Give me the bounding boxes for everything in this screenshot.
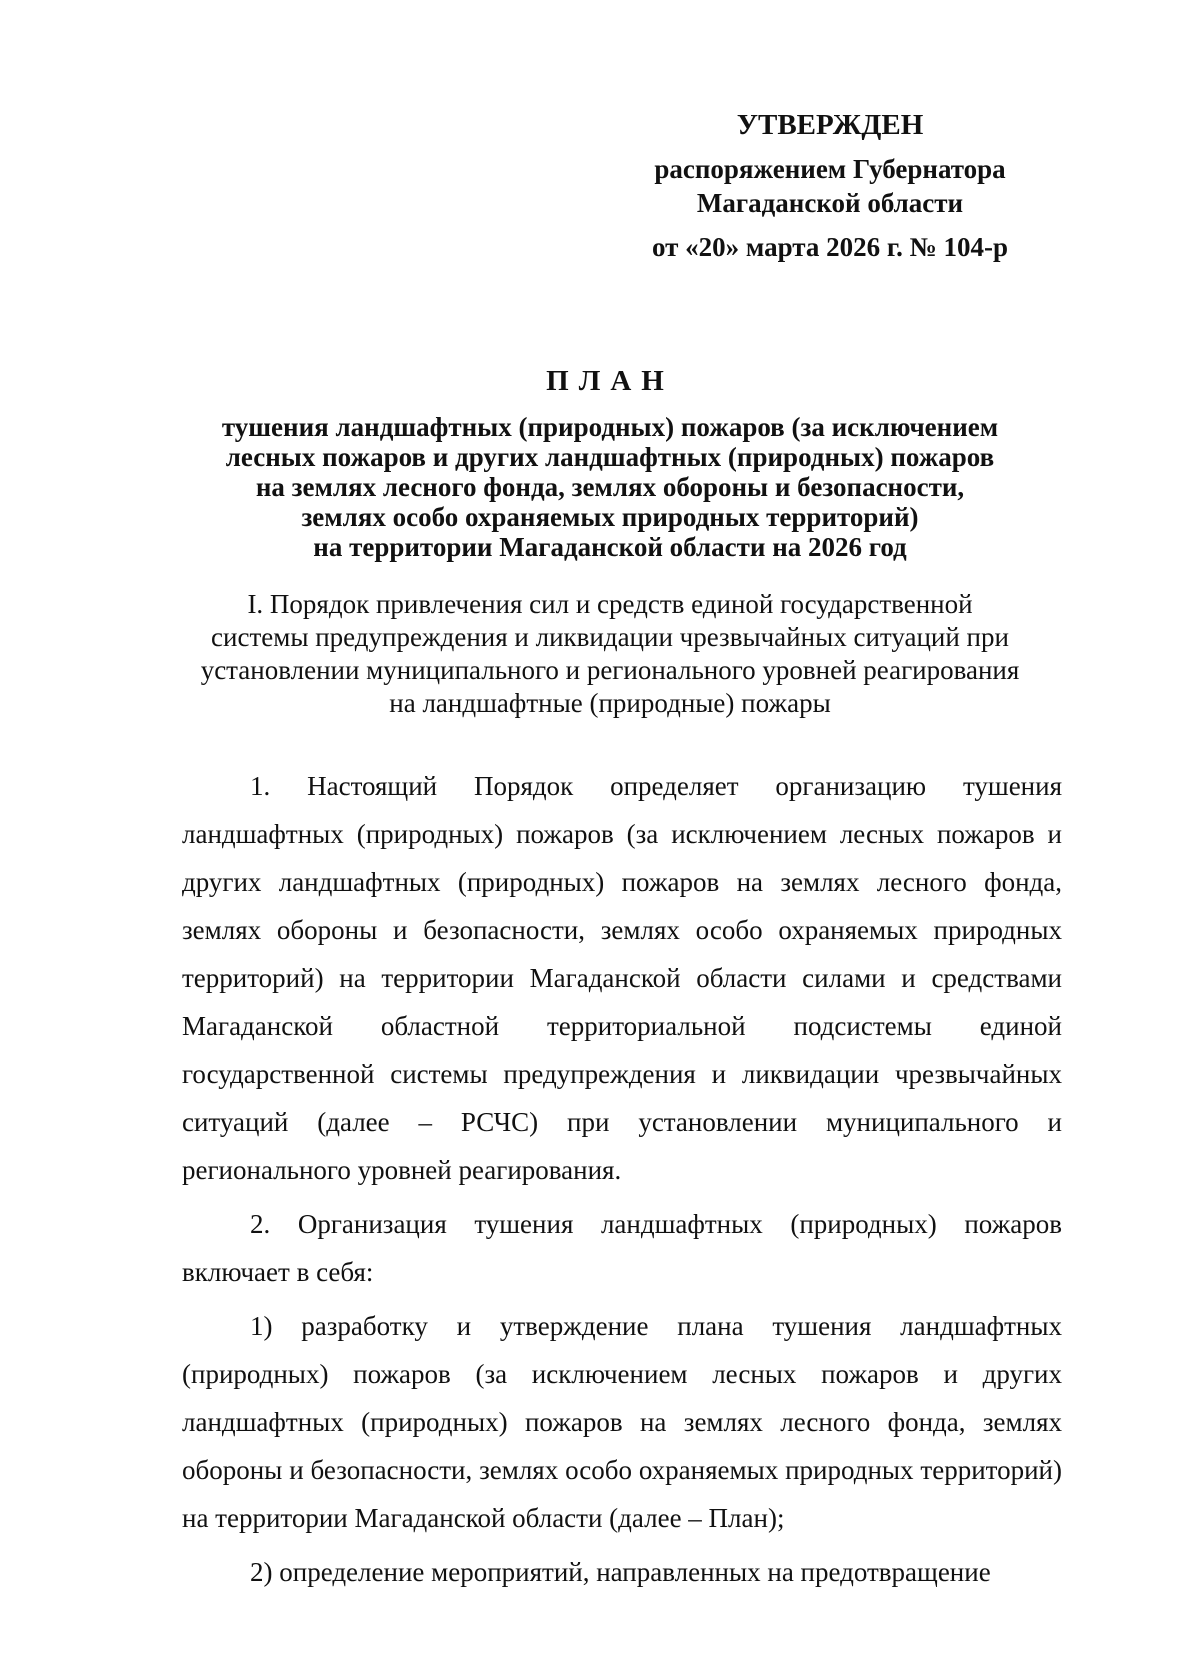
paragraph: 1. Настоящий Порядок определяет организацию тушения ландшафтных (природных) пожаров (за исключением лесных пожаров и других ландшафтных (природных) пожаров на землях лесного фонда, землях обороны и безопасности, землях особо охраняемых природных территорий) на территории Магаданской области силами и средствами Магаданской областной территориальной подсистемы единой государственной системы предупреждения и ликвидации чрезвычайных ситуаций (далее – РСЧС) при установлении муниципального и регионального уровней реагирования. [182,771,1062,1185]
plan-header [150,366,1070,562]
approval-line: Магаданской области [696,188,964,218]
plan-subtitle-line: землях особо охраняемых природных территорий) [301,502,919,532]
approval-date: от «20» марта 2026 г. № 104-р [652,232,1008,262]
section-title-line: установлении муниципального и регионального уровней реагирования [200,655,1020,685]
paragraph: 2. Организация тушения ландшафтных (природных) пожаров включает в себя: [182,1209,1062,1287]
section-title-line: системы предупреждения и ликвидации чрезвычайных ситуаций при [211,622,1009,652]
plan-subtitle-line: лесных пожаров и других ландшафтных (природных) пожаров [225,442,995,472]
approval-block [640,108,1020,264]
section-title-line: на ландшафтные (природные) пожары [389,688,831,718]
plan-title: ПЛАН [546,365,674,397]
plan-subtitle-line: на землях лесного фонда, землях обороны и безопасности, [255,472,965,502]
section-title [150,588,1070,720]
list-item: 2) определение мероприятий, направленных на предотвращение [250,1557,991,1587]
document-body [182,762,1062,1602]
section-title-line: I. Порядок привлечения сил и средств единой государственной [247,589,973,619]
plan-subtitle-line: на территории Магаданской области на 2026 год [313,532,907,562]
approval-line: распоряжением Губернатора [654,154,1006,184]
plan-subtitle-line: тушения ландшафтных (природных) пожаров (за исключением [221,412,999,442]
approval-title: УТВЕРЖДЕН [736,109,924,141]
list-item: 1) разработку и утверждение плана тушения ландшафтных (природных) пожаров (за исключением лесных пожаров и других ландшафтных (природных) пожаров на землях лесного фонда, землях обороны и безопасности, землях особо охраняемых природных территорий) на территории Магаданской области (далее – План); [182,1311,1062,1533]
